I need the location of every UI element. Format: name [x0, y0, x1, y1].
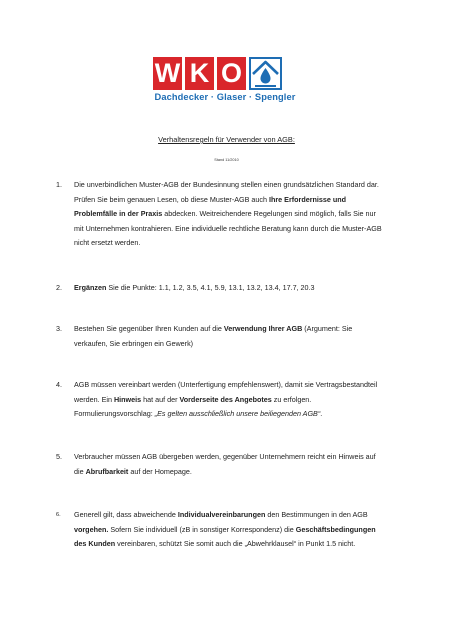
bold-text: Verwendung Ihrer AGB — [223, 324, 303, 333]
text-run: Sofern Sie individuell (zB in sonstiger Korrespondenz) die — [108, 524, 296, 534]
bold-text: Individualvereinbarungen — [177, 510, 266, 519]
list-item-1 — [56, 178, 386, 251]
logo-subtitle: Dachdecker · Glaser · Spengler — [154, 92, 296, 102]
wko-logo — [153, 57, 295, 113]
text-run: Die unverbindlichen Muster-AGB der Bundesinnung stellen einen grundsätzlichen Standard dar. Prüfen Sie beim genauen Lesen, ob diese Muster-AGB auch — [74, 180, 379, 204]
item-text — [74, 450, 386, 479]
text-run: auf der Homepage. — [128, 466, 192, 476]
text-run: Sie die Punkte: 1.1, 1.2, 3.5, 4.1, 5.9, 13.1, 13.2, 13.4, 17.7, 20.3 — [106, 283, 315, 292]
item-number: 2. — [56, 283, 62, 292]
list-item-4 — [56, 378, 386, 422]
text-run: zu erfolgen. Formulierungsvorschlag: — [74, 394, 312, 418]
item-number: 6. — [56, 512, 61, 518]
logo-letters — [153, 57, 282, 90]
list-item-2 — [56, 281, 386, 296]
logo-letter-k: K — [185, 57, 214, 90]
bold-text: Abrufbarkeit — [85, 466, 129, 476]
roof-drop-icon — [249, 57, 282, 90]
document-title: Verhaltensregeln für Verwender von AGB: — [158, 135, 295, 144]
text-run: (Argument: Sie verkaufen, Sie erbringen ein Gewerk) — [74, 324, 353, 348]
text-run: . — [320, 409, 323, 418]
text-run: Verbraucher müssen AGB übergeben werden, gegenüber Unternehmern reicht ein Hinweis auf die — [74, 452, 376, 476]
list-item-3 — [56, 322, 386, 351]
text-run: AGB müssen vereinbart werden (Unterfertigung empfehlenswert), damit sie Vertragsbestandteil werden. Ein — [74, 380, 378, 404]
text-run: abdecken. Weitreichendere Regelungen sind möglich, falls Sie nur mit Unternehmen kontrahieren. Eine individuelle rechtliche Beratung kann durch die Muster-AGB nicht ersetzt werden. — [74, 209, 382, 247]
item-text — [74, 322, 386, 351]
text-run: hat auf der — [141, 394, 180, 404]
item-number: 1. — [56, 180, 62, 189]
list-item-6 — [56, 508, 386, 552]
bold-text: Ihre Erfordernisse und Problemfälle in der Praxis — [74, 194, 347, 218]
logo-letter-o: O — [217, 57, 246, 90]
item-text — [74, 378, 386, 422]
document-date: Stand 11/2010 — [214, 158, 239, 162]
item-text — [74, 281, 386, 296]
item-number: 5. — [56, 452, 62, 461]
text-run: den Bestimmungen in den AGB — [265, 510, 368, 519]
bold-text: Hinweis — [113, 394, 142, 404]
bold-text: Ergänzen — [74, 283, 107, 292]
item-number: 4. — [56, 380, 62, 389]
bold-text: Vorderseite des Angebotes — [179, 394, 272, 404]
bold-text: vorgehen. — [74, 524, 109, 534]
text-run: Bestehen Sie gegenüber Ihren Kunden auf die — [74, 324, 224, 333]
logo-letter-w: W — [154, 58, 181, 88]
item-text — [74, 178, 386, 251]
item-number: 3. — [56, 324, 62, 333]
text-run: Generell gilt, dass abweichende — [74, 510, 178, 519]
item-text — [74, 508, 386, 552]
text-run: vereinbaren, schützt Sie somit auch die „Abwehrklausel“ in Punkt 1.5 nicht. — [115, 539, 356, 548]
bold-text: Geschäftsbedingungen des Kunden — [74, 524, 376, 548]
italic-text: „Es gelten ausschließlich unsere beiliegenden AGB“ — [154, 409, 321, 418]
list-item-5 — [56, 450, 386, 479]
